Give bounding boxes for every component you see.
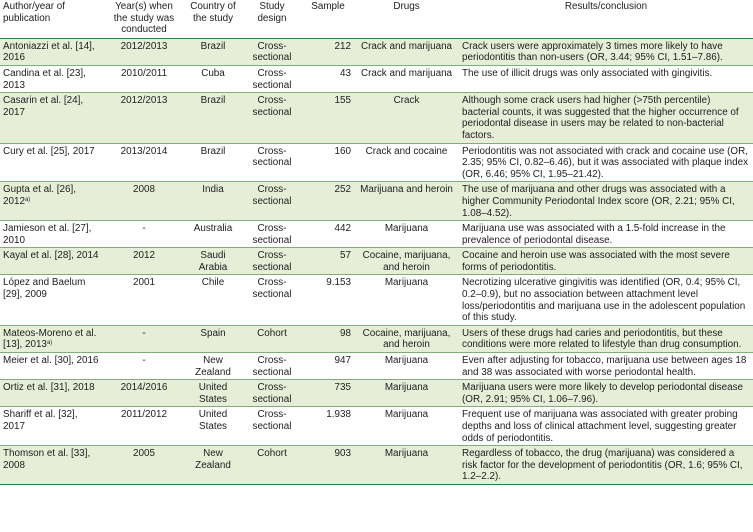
- cell-country-text: New Zealand: [195, 448, 231, 471]
- cell-sample: [302, 221, 354, 248]
- cell-author: [0, 407, 104, 446]
- cell-results: [459, 143, 753, 182]
- cell-years-text: -: [142, 355, 146, 367]
- cell-drugs-text: Marijuana: [384, 355, 429, 367]
- cell-country-text: Brazil: [200, 145, 226, 157]
- cell-author-text: Thomson et al. [33], 2008: [3, 448, 91, 471]
- cell-results-text: Although some crack users had higher (>75th percentile) bacterial counts, it was suggested that the higher occurrence of periodontal disease in users may be related to non-bacterial factors.: [462, 95, 739, 141]
- table-row: [0, 65, 753, 92]
- cell-country: [184, 221, 242, 248]
- cell-results: [459, 380, 753, 407]
- cell-country-text: Chile: [201, 277, 225, 289]
- table-row: [0, 446, 753, 485]
- cell-country-text: United States: [198, 409, 228, 432]
- cell-years-text: 2008: [133, 184, 155, 196]
- cell-years-text: 2011/2012: [121, 409, 167, 421]
- cell-design: [242, 325, 302, 352]
- cell-drugs: [354, 353, 459, 380]
- cell-design: [242, 380, 302, 407]
- cell-design: [242, 221, 302, 248]
- cell-sample: [302, 93, 354, 143]
- cell-results-text: Users of these drugs had caries and periodontitis, but these conditions were more related to lifestyle than drug consumption.: [462, 327, 742, 351]
- cell-results: [459, 221, 753, 248]
- cell-results-text: Necrotizing ulcerative gingivitis was identified (OR, 0.4; 95% CI, 0.2–0.9), but no association between attachment level loss/periodontitis and marijuana use in the adolescent population of this study.: [462, 277, 746, 324]
- header-row: [0, 0, 753, 38]
- cell-years-text: 2005: [133, 448, 155, 460]
- cell-years: [104, 407, 184, 446]
- cell-author: [0, 248, 104, 275]
- cell-design: [242, 353, 302, 380]
- cell-author-text: Mateos-Moreno et al. [13], 2013: [3, 327, 97, 351]
- cell-drugs: [354, 93, 459, 143]
- cell-country: [184, 182, 242, 221]
- cell-drugs-text: Marijuana: [384, 223, 429, 235]
- cell-design-text: Cross-sectional: [252, 95, 292, 118]
- cell-design-text: Cross-sectional: [252, 382, 292, 405]
- cell-sample-text: 735: [334, 382, 351, 394]
- cell-drugs: [354, 38, 459, 65]
- cell-country: [184, 407, 242, 446]
- cell-design: [242, 93, 302, 143]
- cell-sample-text: 9.153: [326, 277, 351, 289]
- cell-sample: [302, 353, 354, 380]
- cell-sample: [302, 275, 354, 325]
- table-row: [0, 407, 753, 446]
- cell-years-text: -: [142, 327, 146, 339]
- cell-sample-text: 442: [334, 223, 351, 235]
- cell-country: [184, 65, 242, 92]
- cell-design: [242, 38, 302, 65]
- cell-results-text: Periodontitis was not associated with crack and cocaine use (OR, 2.35; 95% CI, 0.82–6.46), but it was associated with plaque index (OR, 6.46; 95% CI, 1.95–21.42).: [462, 145, 749, 180]
- cell-design-text: Cross-sectional: [252, 223, 292, 246]
- cell-country: [184, 248, 242, 275]
- table-row: [0, 353, 753, 380]
- cell-drugs: [354, 143, 459, 182]
- cell-sample-text: 155: [334, 95, 351, 107]
- cell-design: [242, 65, 302, 92]
- header-country: Country of the study: [184, 0, 242, 38]
- cell-country-text: Brazil: [200, 95, 226, 107]
- cell-author: [0, 380, 104, 407]
- header-author: Author/year of publication: [0, 0, 104, 38]
- footnote-marker: a): [46, 340, 53, 347]
- cell-design-text: Cross-sectional: [252, 184, 292, 207]
- cell-design-text: Cross-sectional: [252, 145, 292, 169]
- cell-results: [459, 93, 753, 143]
- table-row: [0, 182, 753, 221]
- header-sample: Sample: [302, 0, 354, 38]
- cell-sample: [302, 143, 354, 182]
- cell-drugs-text: Crack: [393, 95, 420, 107]
- cell-drugs-text: Crack and marijuana: [360, 40, 453, 52]
- cell-author-text: Kayal et al. [28], 2014: [3, 250, 99, 262]
- header-drugs: Drugs: [354, 0, 459, 38]
- cell-author: [0, 325, 104, 352]
- cell-design-text: Cross-sectional: [252, 67, 292, 91]
- cell-design-text: Cross-sectional: [252, 355, 292, 378]
- cell-country-text: United States: [198, 382, 228, 405]
- cell-results-text: Marijuana use was associated with a 1.5-fold increase in the prevalence of periodontal disease.: [462, 223, 726, 246]
- cell-results-text: The use of marijuana and other drugs was associated with a higher Community Periodontal Index score (OR, 2.21; 95% CI, 1.08–4.52).: [462, 184, 735, 219]
- cell-sample-text: 212: [334, 40, 351, 52]
- cell-sample: [302, 38, 354, 65]
- cell-drugs: [354, 65, 459, 92]
- cell-author: [0, 38, 104, 65]
- cell-years: [104, 93, 184, 143]
- cell-country-text: New Zealand: [195, 355, 231, 378]
- cell-author-text: Jamieson et al. [27], 2010: [3, 223, 92, 246]
- cell-years-text: 2010/2011: [121, 67, 167, 79]
- cell-drugs-text: Marijuana and heroin: [360, 184, 453, 196]
- header-years: Year(s) when the study was conducted: [104, 0, 184, 38]
- cell-author-text: Antoniazzi et al. [14], 2016: [3, 40, 95, 64]
- cell-author-text: Candina et al. [23], 2013: [3, 67, 86, 91]
- cell-country: [184, 380, 242, 407]
- cell-design: [242, 182, 302, 221]
- cell-drugs: [354, 380, 459, 407]
- cell-author-text: Shariff et al. [32], 2017: [3, 409, 78, 432]
- table-row: [0, 221, 753, 248]
- cell-author: [0, 446, 104, 485]
- cell-design: [242, 275, 302, 325]
- cell-results-text: The use of illicit drugs was only associated with gingivitis.: [462, 67, 713, 79]
- table-row: [0, 38, 753, 65]
- cell-country: [184, 325, 242, 352]
- cell-country: [184, 353, 242, 380]
- cell-country-text: Australia: [193, 223, 233, 235]
- cell-author: [0, 65, 104, 92]
- cell-sample: [302, 248, 354, 275]
- cell-sample-text: 160: [334, 145, 351, 157]
- cell-results-text: Cocaine and heroin use was associated with the most severe forms of periodontitis.: [462, 250, 730, 273]
- cell-sample: [302, 380, 354, 407]
- cell-country: [184, 93, 242, 143]
- cell-sample-text: 1.938: [326, 409, 351, 421]
- cell-drugs: [354, 221, 459, 248]
- cell-design-text: Cross-sectional: [252, 40, 292, 64]
- cell-sample: [302, 407, 354, 446]
- table-header: [0, 0, 753, 38]
- cell-design: [242, 143, 302, 182]
- cell-years: [104, 380, 184, 407]
- cell-author: [0, 221, 104, 248]
- cell-years: [104, 446, 184, 485]
- footnote-marker: a): [24, 196, 31, 203]
- cell-country: [184, 446, 242, 485]
- cell-years-text: 2014/2016: [120, 382, 168, 394]
- cell-design-text: Cross-sectional: [252, 250, 292, 273]
- cell-drugs: [354, 446, 459, 485]
- cell-country-text: Saudi Arabia: [198, 250, 228, 273]
- cell-years: [104, 221, 184, 248]
- table-row: [0, 248, 753, 275]
- cell-country: [184, 38, 242, 65]
- cell-drugs-text: Marijuana: [384, 409, 429, 421]
- cell-author: [0, 275, 104, 325]
- cell-country-text: India: [202, 184, 224, 196]
- cell-years: [104, 353, 184, 380]
- cell-country-text: Brazil: [200, 40, 226, 52]
- table-body: [0, 38, 753, 484]
- cell-design-text: Cohort: [257, 327, 287, 339]
- cell-results-text: Even after adjusting for tobacco, marijuana use between ages 18 and 38 was associated with worse periodontal health.: [462, 355, 747, 378]
- cell-years-text: -: [142, 223, 146, 235]
- cell-author-text: López and Baelum [29], 2009: [3, 277, 86, 301]
- cell-design: [242, 446, 302, 485]
- cell-sample-text: 947: [334, 355, 351, 367]
- cell-drugs: [354, 407, 459, 446]
- cell-drugs-text: Crack and cocaine: [365, 145, 448, 157]
- cell-design-text: Cross-sectional: [252, 409, 292, 432]
- cell-sample: [302, 182, 354, 221]
- cell-years-text: 2013/2014: [120, 145, 168, 157]
- cell-country-text: Cuba: [201, 67, 225, 79]
- cell-author-text: Casarin et al. [24], 2017: [3, 95, 84, 118]
- cell-sample: [302, 65, 354, 92]
- cell-sample: [302, 446, 354, 485]
- cell-results: [459, 353, 753, 380]
- table-row: [0, 93, 753, 143]
- cell-author: [0, 182, 104, 221]
- table-row: [0, 380, 753, 407]
- cell-results: [459, 248, 753, 275]
- cell-drugs: [354, 275, 459, 325]
- cell-author-text: Ortiz et al. [31], 2018: [3, 382, 95, 394]
- cell-author-text: Gupta et al. [26], 2012: [3, 184, 77, 207]
- cell-design-text: Cross-sectional: [252, 277, 292, 301]
- cell-country: [184, 143, 242, 182]
- header-results: Results/conclusion: [459, 0, 753, 38]
- cell-drugs: [354, 248, 459, 275]
- cell-country-text: Spain: [200, 327, 226, 339]
- cell-country: [184, 275, 242, 325]
- cell-drugs-text: Cocaine, marijuana, and heroin: [362, 327, 451, 351]
- cell-results: [459, 407, 753, 446]
- cell-years: [104, 38, 184, 65]
- cell-years-text: 2012/2013: [120, 95, 168, 107]
- cell-drugs-text: Marijuana: [384, 448, 429, 460]
- table-row: [0, 143, 753, 182]
- cell-years: [104, 143, 184, 182]
- cell-results: [459, 182, 753, 221]
- cell-drugs-text: Crack and marijuana: [360, 67, 453, 79]
- cell-years: [104, 65, 184, 92]
- cell-sample-text: 903: [334, 448, 351, 460]
- cell-drugs-text: Marijuana: [384, 382, 429, 394]
- cell-results: [459, 275, 753, 325]
- cell-sample-text: 252: [334, 184, 351, 196]
- cell-results: [459, 446, 753, 485]
- cell-years-text: 2001: [133, 277, 155, 289]
- cell-results: [459, 65, 753, 92]
- cell-results-text: Crack users were approximately 3 times more likely to have periodontitis than non-users (OR, 3.44; 95% CI, 1.51–7.86).: [462, 40, 723, 64]
- cell-author-text: Cury et al. [25], 2017: [3, 145, 95, 157]
- header-design: Study design: [242, 0, 302, 38]
- cell-years: [104, 275, 184, 325]
- cell-design-text: Cohort: [257, 448, 287, 460]
- cell-author-text: Meier et al. [30], 2016: [3, 355, 99, 367]
- table-row: [0, 275, 753, 325]
- cell-sample-text: 57: [340, 250, 351, 262]
- cell-sample-text: 98: [340, 327, 351, 339]
- cell-author: [0, 353, 104, 380]
- cell-results: [459, 38, 753, 65]
- cell-years: [104, 182, 184, 221]
- cell-design: [242, 407, 302, 446]
- cell-years-text: 2012: [133, 250, 155, 262]
- cell-sample-text: 43: [340, 67, 351, 79]
- table-row: [0, 325, 753, 352]
- cell-sample: [302, 325, 354, 352]
- cell-results-text: Marijuana users were more likely to develop periodontal disease (OR, 2.91; 95% CI, 1.06–7.96).: [462, 382, 744, 405]
- cell-drugs: [354, 182, 459, 221]
- cell-drugs-text: Cocaine, marijuana, and heroin: [362, 250, 451, 273]
- cell-years: [104, 248, 184, 275]
- cell-drugs-text: Marijuana: [384, 277, 429, 289]
- cell-design: [242, 248, 302, 275]
- cell-drugs: [354, 325, 459, 352]
- cell-author: [0, 93, 104, 143]
- cell-years: [104, 325, 184, 352]
- cell-author: [0, 143, 104, 182]
- cell-results-text: Frequent use of marijuana was associated with greater probing depths and loss of clinical attachment level, suggesting greater odds of periodontitis.: [462, 409, 738, 444]
- cell-results-text: Regardless of tobacco, the drug (marijuana) was considered a risk factor for the development of periodontitis (OR, 1.6; 95% CI, 1.2–2.2).: [462, 448, 743, 483]
- cell-results: [459, 325, 753, 352]
- cell-years-text: 2012/2013: [120, 40, 168, 52]
